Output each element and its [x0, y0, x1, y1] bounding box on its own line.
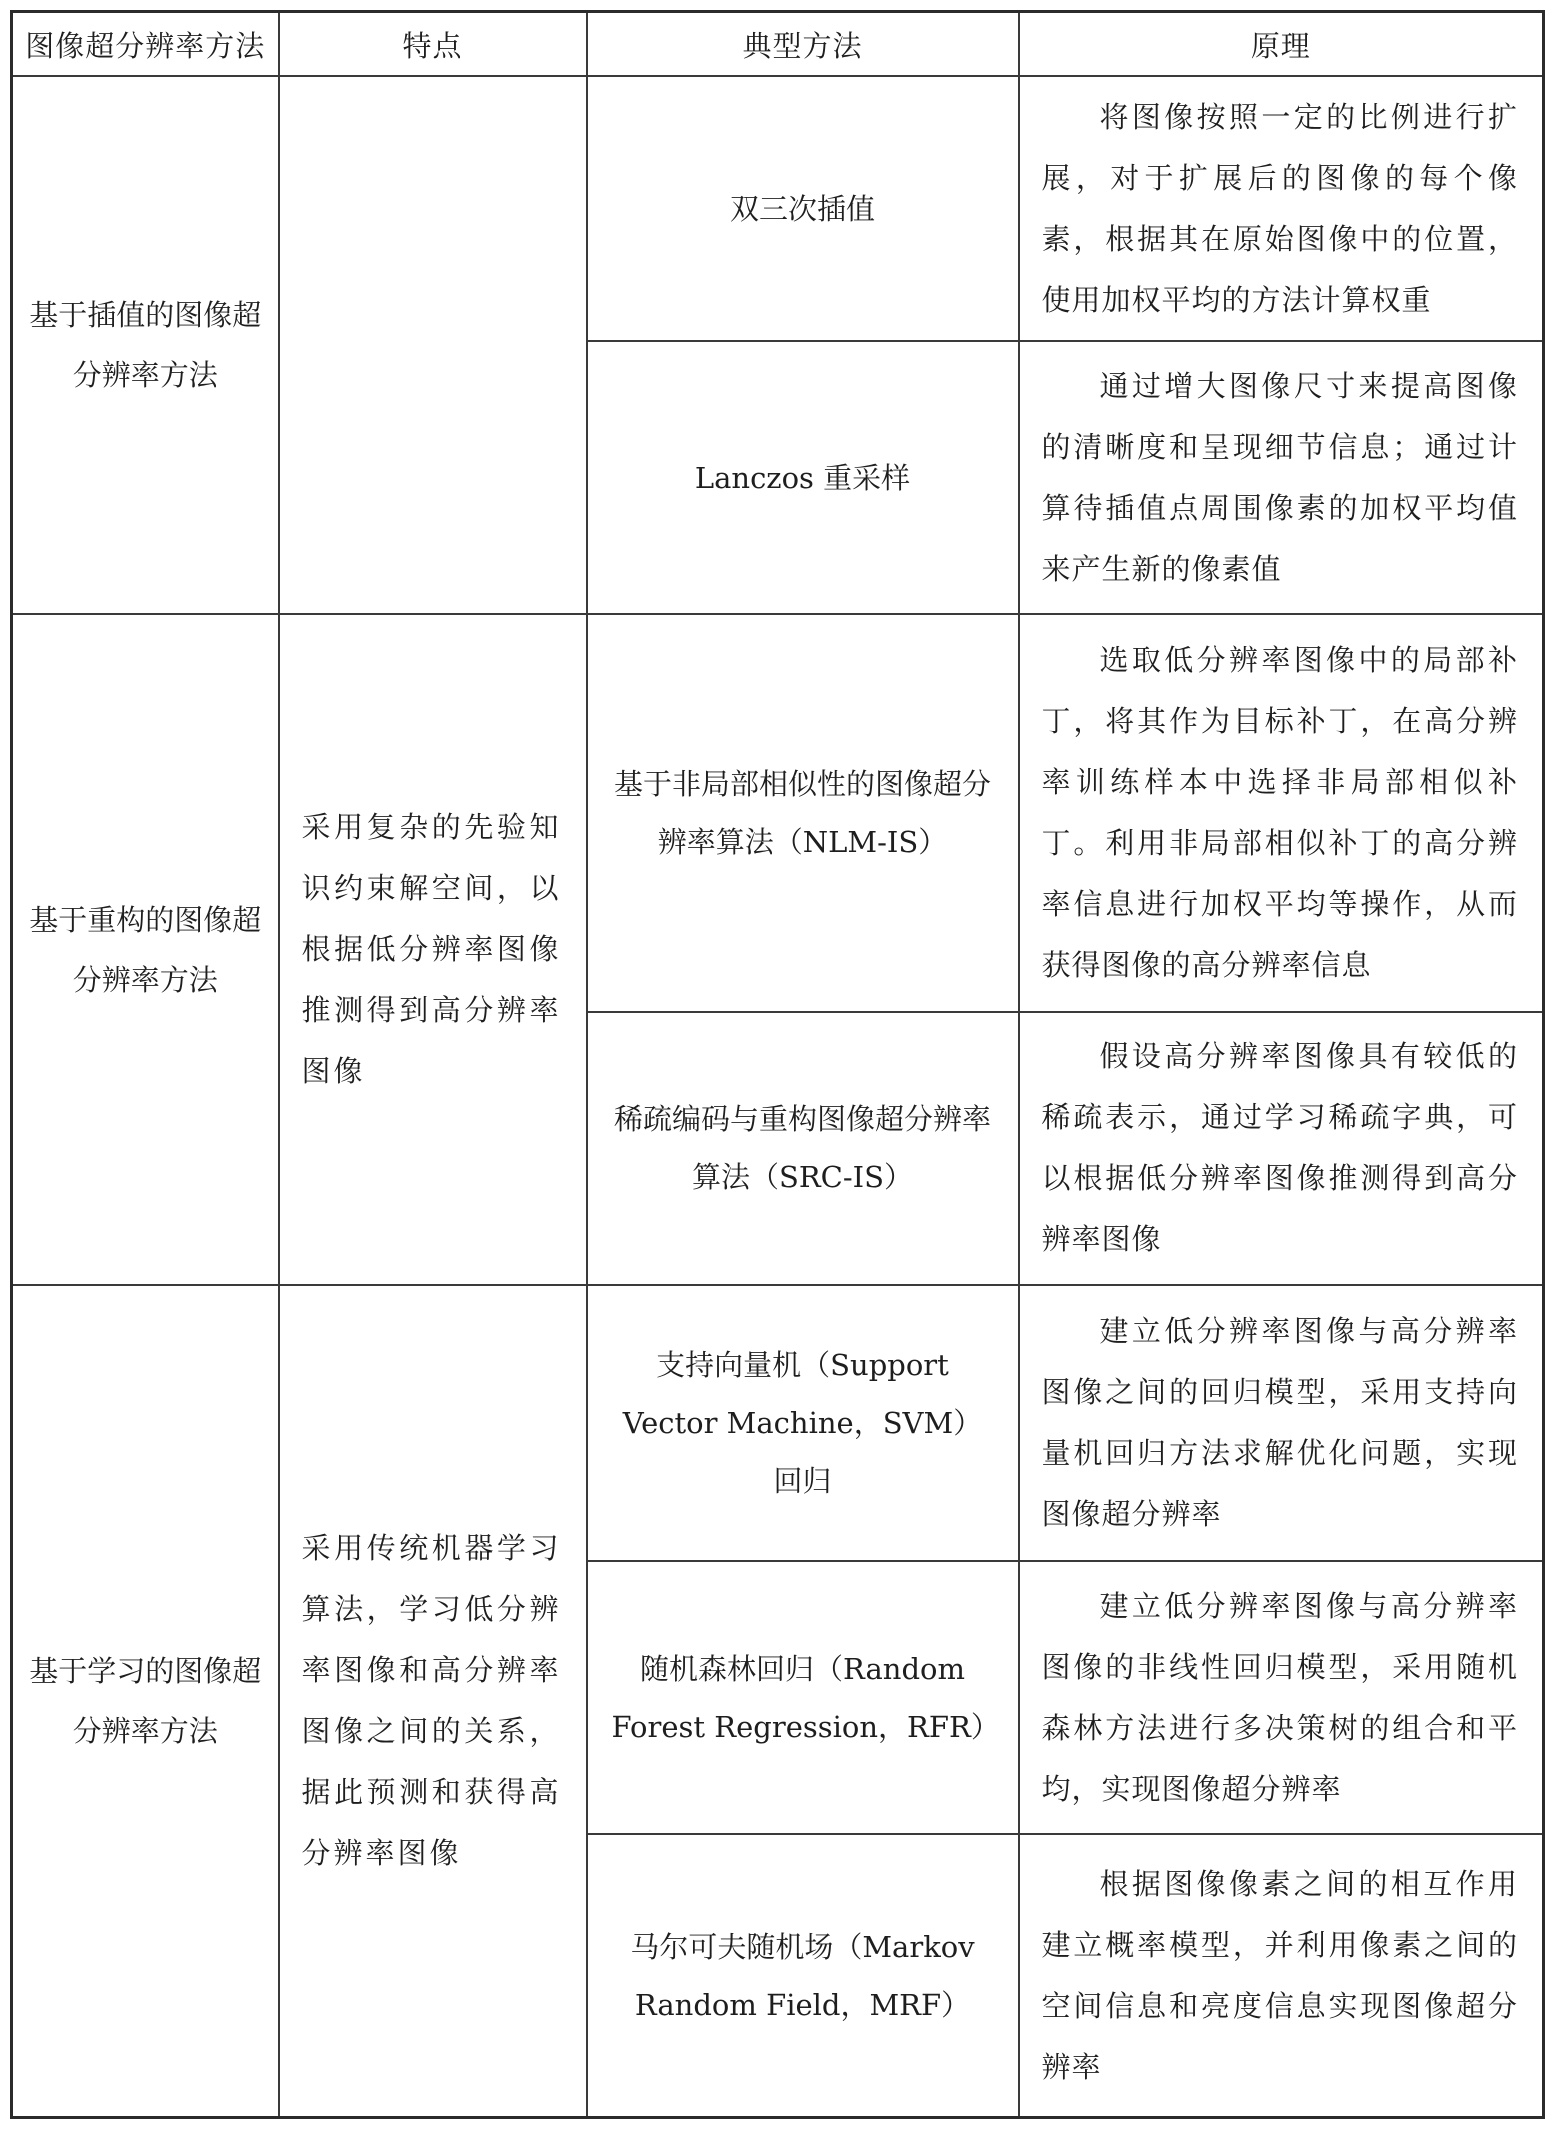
principle-cell-lanczos: 通过增大图像尺寸来提高图像的清晰度和呈现细节信息；通过计算待插值点周围像素的加权平均值来产生新的像素值	[1019, 341, 1544, 614]
method-cell-rfr: 随机森林回归（Random Forest Regression，RFR）	[587, 1561, 1019, 1834]
sr-methods-table	[10, 10, 1545, 2119]
feature-cell-learning: 采用传统机器学习算法，学习低分辨率图像和高分辨率图像之间的关系，据此预测和获得高分辨率图像	[279, 1285, 587, 2118]
table-row	[12, 614, 1544, 1011]
principle-cell-nlm-is: 选取低分辨率图像中的局部补丁，将其作为目标补丁，在高分辨率训练样本中选择非局部相似补丁。利用非局部相似补丁的高分辨率信息进行加权平均等操作，从而获得图像的高分辨率信息	[1019, 614, 1544, 1011]
header-method-category: 图像超分辨率方法	[12, 12, 279, 77]
category-cell-learning: 基于学习的图像超分辨率方法	[12, 1285, 279, 2118]
header-row	[12, 12, 1544, 77]
header-feature: 特点	[279, 12, 587, 77]
table-row	[12, 76, 1544, 341]
method-cell-mrf: 马尔可夫随机场（Markov Random Field，MRF）	[587, 1834, 1019, 2117]
header-principle: 原理	[1019, 12, 1544, 77]
method-cell-svm: 支持向量机（Support Vector Machine，SVM）回归	[587, 1285, 1019, 1561]
principle-cell-mrf: 根据图像像素之间的相互作用建立概率模型，并利用像素之间的空间信息和亮度信息实现图像超分辨率	[1019, 1834, 1544, 2117]
header-typical-method: 典型方法	[587, 12, 1019, 77]
category-cell-interpolation: 基于插值的图像超分辨率方法	[12, 76, 279, 614]
principle-cell-svm: 建立低分辨率图像与高分辨率图像之间的回归模型，采用支持向量机回归方法求解优化问题，实现图像超分辨率	[1019, 1285, 1544, 1561]
table-row	[12, 1285, 1544, 1561]
feature-cell-reconstruction: 采用复杂的先验知识约束解空间，以根据低分辨率图像推测得到高分辨率图像	[279, 614, 587, 1284]
method-cell-bicubic: 双三次插值	[587, 76, 1019, 341]
principle-cell-src-is: 假设高分辨率图像具有较低的稀疏表示，通过学习稀疏字典，可以根据低分辨率图像推测得到高分辨率图像	[1019, 1012, 1544, 1285]
method-cell-lanczos: Lanczos 重采样	[587, 341, 1019, 614]
feature-cell-interpolation	[279, 76, 587, 614]
principle-cell-bicubic: 将图像按照一定的比例进行扩展，对于扩展后的图像的每个像素，根据其在原始图像中的位置，使用加权平均的方法计算权重	[1019, 76, 1544, 341]
method-cell-nlm-is: 基于非局部相似性的图像超分辨率算法（NLM-IS）	[587, 614, 1019, 1011]
method-cell-src-is: 稀疏编码与重构图像超分辨率算法（SRC-IS）	[587, 1012, 1019, 1285]
principle-cell-rfr: 建立低分辨率图像与高分辨率图像的非线性回归模型，采用随机森林方法进行多决策树的组合和平均，实现图像超分辨率	[1019, 1561, 1544, 1834]
category-cell-reconstruction: 基于重构的图像超分辨率方法	[12, 614, 279, 1284]
